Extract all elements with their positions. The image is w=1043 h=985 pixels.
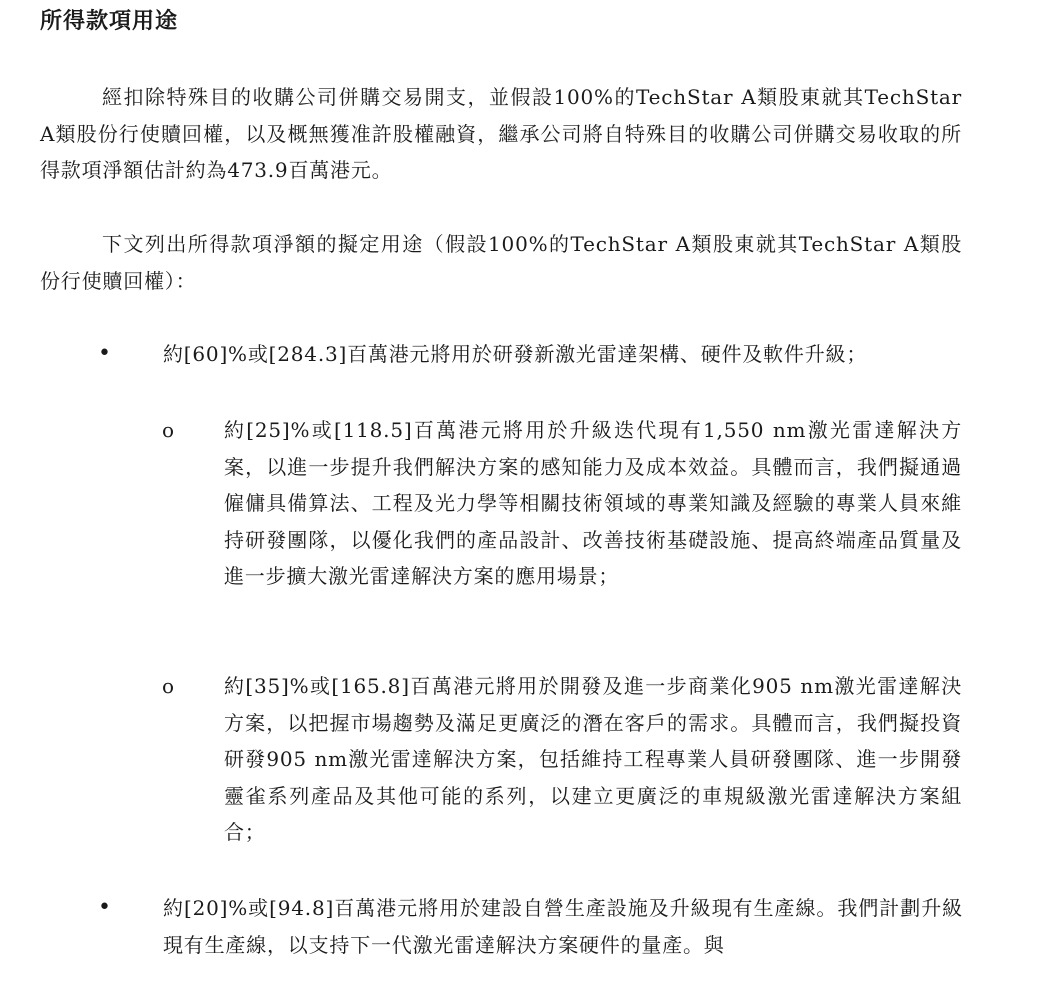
bullet-marker: • bbox=[98, 341, 111, 366]
sub-bullet-item-1550nm: 約[25]%或[118.5]百萬港元將用於升級迭代現有1,550 nm激光雷達解決方案，以進一步提升我們解決方案的感知能力及成本效益。具體而言，我們擬通過僱傭具備算法、工程及光力學等相關技術領域的專業知識及經驗的專業人員來維持研發團隊，以優化我們的產品設計、改善技術基礎設施、提高終端產品質量及進一步擴大激光雷達解決方案的應用場景； bbox=[224, 418, 962, 588]
bullet-item-production: 約[20]%或[94.8]百萬港元將用於建設自營生產設施及升級現有生產線。我們計劃升級現有生產線，以支持下一代激光雷達解決方案硬件的量產。與 bbox=[163, 896, 963, 957]
sub-bullet-marker: o bbox=[162, 418, 175, 442]
bullet-marker: • bbox=[98, 895, 111, 920]
bullet-item-rnd: 約[60]%或[284.3]百萬港元將用於研發新激光雷達架構、硬件及軟件升級； bbox=[163, 342, 868, 366]
sub-bullet-marker: o bbox=[162, 674, 175, 698]
sub-bullet-item-905nm: 約[35]%或[165.8]百萬港元將用於開發及進一步商業化905 nm激光雷達解決方案，以把握市場趨勢及滿足更廣泛的潛在客戶的需求。具體而言，我們擬投資研發905 nm激光雷達解決方案，包括維持工程專業人員研發團隊、進一步開發靈雀系列產品及其他可能的系列，以建立更廣泛的車規級激光雷達解決方案組合； bbox=[224, 674, 962, 844]
use-of-proceeds-paragraph: 下文列出所得款項淨額的擬定用途（假設100%的TechStar A類股東就其TechStar A類股份行使贖回權）： bbox=[40, 232, 962, 293]
intro-paragraph: 經扣除特殊目的收購公司併購交易開支，並假設100%的TechStar A類股東就其TechStar A類股份行使贖回權，以及概無獲准許股權融資，繼承公司將自特殊目的收購公司併購交易收取的所得款項淨額估計約為473.9百萬港元。 bbox=[40, 85, 962, 182]
section-heading: 所得款項用途 bbox=[40, 9, 179, 34]
